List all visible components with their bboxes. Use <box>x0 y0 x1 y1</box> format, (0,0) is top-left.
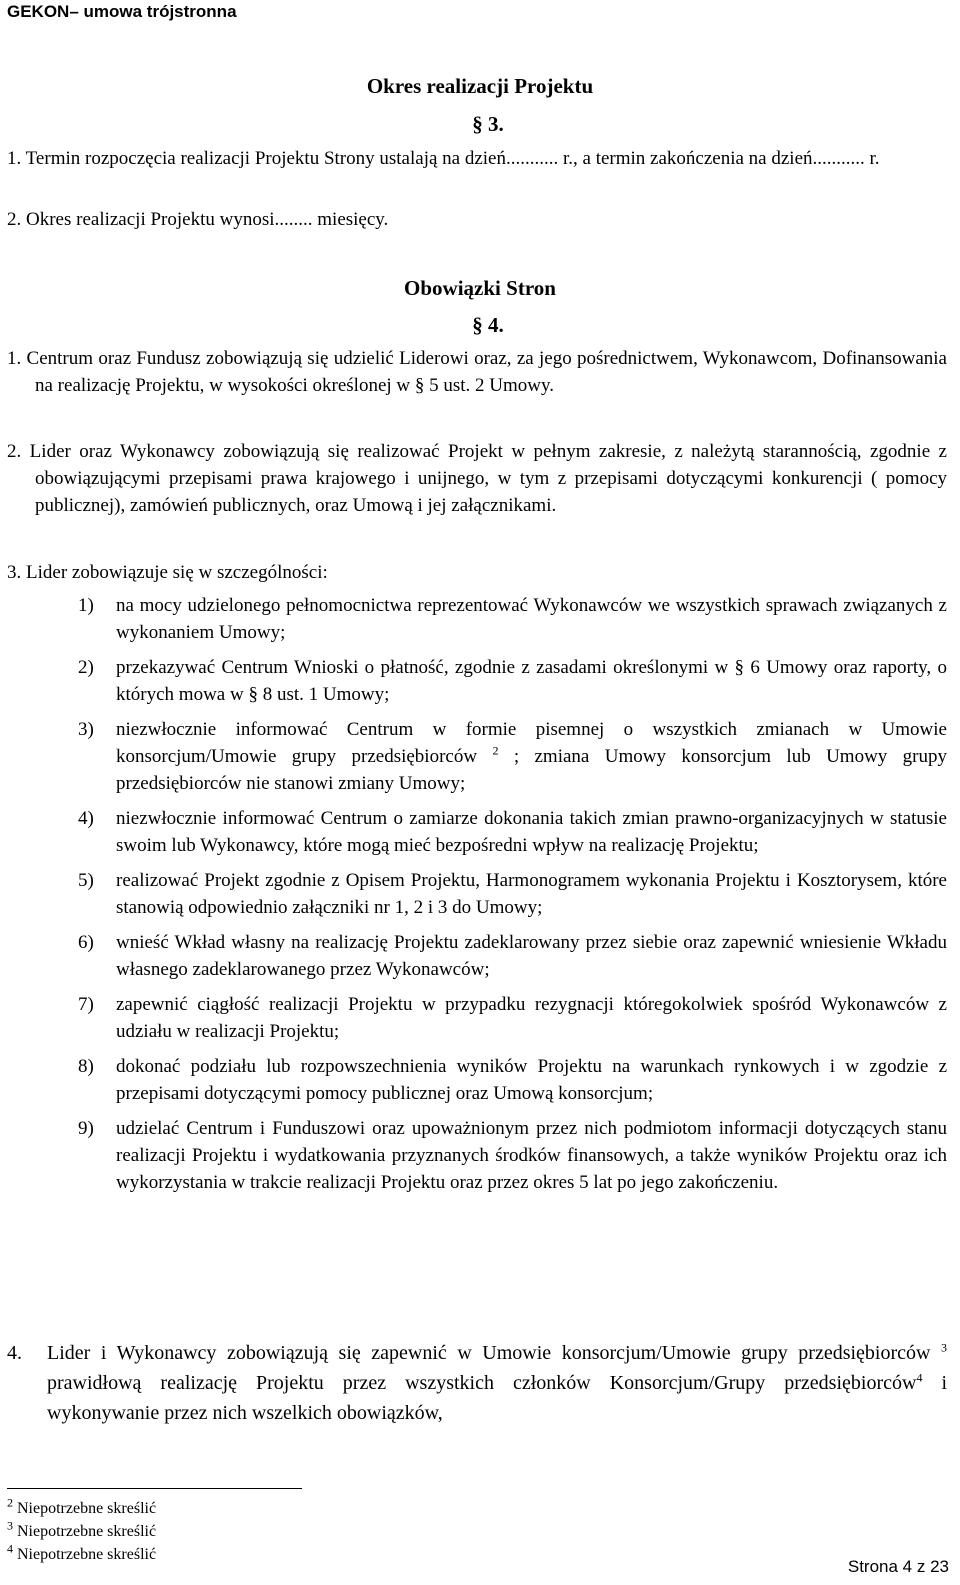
obligations-paragraph-3-intro: 3. Lider zobowiązuje się w szczególności: <box>7 562 328 583</box>
section-number-3: § 3. <box>472 112 504 136</box>
footnote-separator <box>7 1488 302 1489</box>
footnotes <box>7 1497 156 1566</box>
footnote-ref-2: 2 <box>492 743 499 758</box>
list-item: 7) zapewnić ciągłość realizacji Projektu w przypadku rezygnacji któregokolwiek spośród Wykonawców z udziału w realizacji Projektu; <box>78 994 947 1042</box>
obligations-list <box>78 592 947 1204</box>
period-item-2: 2. Okres realizacji Projektu wynosi........ miesięcy. <box>7 209 389 230</box>
footnote: $^4$ Niepotrzebne skreślić <box>7 1541 157 1563</box>
list-item: 6) wnieść Wkład własny na realizację Projektu zadeklarowany przez siebie oraz zapewnić wniesienie Wkładu własnego zadeklarowanego przez Wykonawców; <box>78 932 947 980</box>
list-item: 1) na mocy udzielonego pełnomocnictwa reprezentować Wykonawców we wszystkich sprawach związanych z wykonaniem Umowy; <box>78 595 947 643</box>
footnote: $^3$ Niepotrzebne skreślić <box>7 1518 157 1540</box>
section-heading-obligations: Obowiązki Stron <box>404 276 556 300</box>
obligations-paragraph-2: 2. Lider oraz Wykonawcy zobowiązują się realizować Projekt w pełnym zakresie, z należytą starannością, zgodnie z obowiązującymi przepisami prawa krajowego i unijnego, w tym z przepisami dotyczącymi konkurencji ( pomocy publicznej), zamówień publicznych, oraz Umową i jej załącznikami. <box>7 441 947 516</box>
list-item: 8) dokonać podziału lub rozpowszechnienia wyników Projektu na warunkach rynkowych i w zgodzie z przepisami dotyczącymi pomocy publicznej oraz Umową konsorcjum; <box>78 1056 947 1104</box>
period-item-1: 1. Termin rozpoczęcia realizacji Projektu Strony ustalają na dzień........... r., a termin zakończenia na dzień........... r. <box>7 148 880 169</box>
list-item: 5) realizować Projekt zgodnie z Opisem Projektu, Harmonogramem wykonania Projektu i Kosztorysem, które stanowią odpowiednio załączniki nr 1, 2 i 3 do Umowy; <box>78 870 947 918</box>
obligations-paragraph-4: 4. Lider i Wykonawcy zobowiązują się zapewnić w Umowie konsorcjum/Umowie grupy przedsiębiorców $^3$ prawidłową realizację Projektu przez wszystkich członków Konsorcjum/Grupy przedsiębiorców$^4$ i wykonywanie przez nich wszelkich obowiązków, <box>7 1340 947 1424</box>
list-item: 9) udzielać Centrum i Funduszowi oraz upoważnionym przez nich podmiotom informacji dotyczących stanu realizacji Projektu i wydatkowania przyznanych środków finansowych, a także wyników Projektu oraz ich wykorzystania w trakcie realizacji Projektu oraz przez okres 5 lat po jego zakończeniu. <box>78 1118 947 1193</box>
footnote: $^2$ Niepotrzebne skreślić <box>7 1495 157 1517</box>
obligations-paragraph-1: 1. Centrum oraz Fundusz zobowiązują się udzielić Liderowi oraz, za jego pośrednictwem, Wykonawcom, Dofinansowania na realizację Projektu, w wysokości określonej w § 5 ust. 2 Umowy. <box>7 348 947 396</box>
section-number-4: § 4. <box>472 313 504 337</box>
section-heading-period: Okres realizacji Projektu <box>366 74 594 98</box>
footnote-ref-4: 4 <box>916 1370 923 1385</box>
footnote-ref-3: 3 <box>941 1340 947 1355</box>
document-header: GEKON– umowa trójstronna <box>7 2 237 21</box>
list-item: 2) przekazywać Centrum Wnioski o płatność, zgodnie z zasadami określonymi w § 6 Umowy oraz raporty, o których mowa w § 8 ust. 1 Umowy; <box>78 657 947 705</box>
page-number: Strona 4 z 23 <box>847 1557 949 1576</box>
list-item: 4) niezwłocznie informować Centrum o zamiarze dokonania takich zmian prawno-organizacyjnych w statusie swoim lub Wykonawcy, które mogą mieć bezpośredni wpływ na realizację Projektu; <box>78 808 947 856</box>
list-item: 3) niezwłocznie informować Centrum w formie pisemnej o wszystkich zmianach w Umowie konsorcjum/Umowie grupy przedsiębiorców $^2$ ; zmiana Umowy konsorcjum lub Umowy grupy przedsiębiorców nie stanowi zmiany Umowy; <box>78 719 947 794</box>
